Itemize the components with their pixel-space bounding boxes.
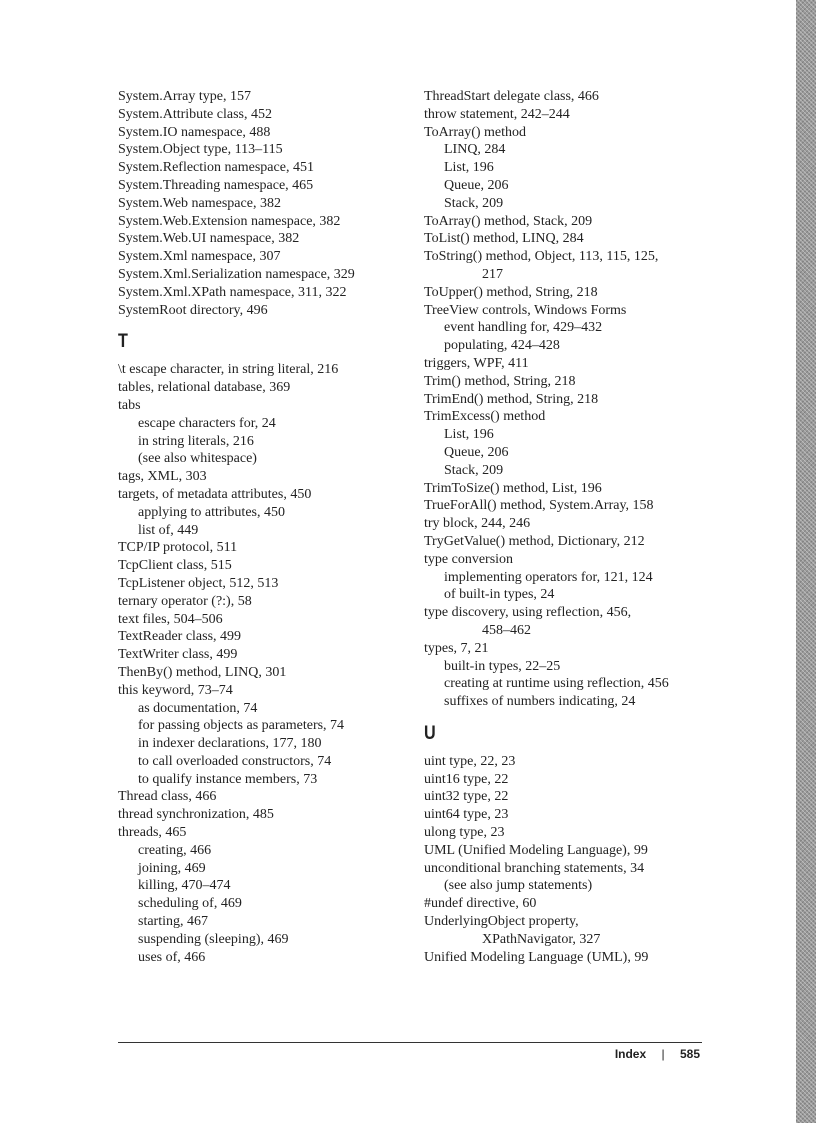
index-subentry: Stack, 209: [444, 195, 504, 211]
index-entry: uint16 type, 22: [424, 771, 509, 787]
index-entry: types, 7, 21: [424, 640, 489, 656]
index-entry: ternary operator (?:), 58: [118, 593, 252, 609]
index-subentry: (see also whitespace): [138, 451, 257, 467]
footer-section-label: Index: [614, 1047, 647, 1061]
index-entry: ToArray() method: [424, 124, 527, 140]
index-entry: SystemRoot directory, 496: [118, 302, 268, 318]
index-entry: targets, of metadata attributes, 450: [118, 486, 312, 502]
index-entry: System.Web namespace, 382: [118, 195, 281, 211]
index-subentry: built-in types, 22–25: [444, 658, 561, 674]
page-number: 585: [679, 1047, 700, 1061]
index-subentry: starting, 467: [138, 914, 208, 930]
index-entry: thread synchronization, 485: [118, 807, 274, 823]
index-entry: \t escape character, in string literal, 216: [118, 362, 339, 378]
index-entry: type discovery, using reflection, 456,: [424, 605, 632, 621]
index-entry: System.Xml.XPath namespace, 311, 322: [118, 284, 347, 300]
footer-rule: [118, 1042, 702, 1043]
index-entry: TextWriter class, 499: [118, 647, 238, 663]
index-column-right: [424, 88, 710, 966]
index-subentry: joining, 469: [138, 860, 206, 876]
index-entry: System.Xml.Serialization namespace, 329: [118, 266, 355, 282]
index-subentry: as documentation, 74: [138, 700, 258, 716]
index-entry: System.Web.Extension namespace, 382: [118, 213, 341, 229]
index-subentry: suffixes of numbers indicating, 24: [444, 694, 636, 710]
index-entry: TcpListener object, 512, 513: [118, 575, 279, 591]
index-entry: TrimToSize() method, List, 196: [424, 480, 602, 496]
index-subentry: for passing objects as parameters, 74: [138, 718, 345, 734]
index-entry: try block, 244, 246: [424, 516, 531, 532]
index-entry: type conversion: [424, 551, 514, 567]
index-subentry: applying to attributes, 450: [138, 504, 285, 520]
index-entry: ToUpper() method, String, 218: [424, 284, 598, 300]
index-entry: throw statement, 242–244: [424, 106, 570, 122]
index-entry: tabs: [118, 397, 141, 413]
index-subentry: Queue, 206: [444, 444, 509, 460]
page-footer: [615, 1047, 700, 1061]
index-entry: Thread class, 466: [118, 789, 217, 805]
index-subentry: to call overloaded constructors, 74: [138, 753, 332, 769]
index-subentry: uses of, 466: [138, 949, 206, 965]
footer-separator: |: [661, 1047, 665, 1061]
index-entry: TextReader class, 499: [118, 629, 242, 645]
index-subentry: of built-in types, 24: [444, 587, 555, 603]
index-entry: ulong type, 23: [424, 825, 505, 841]
index-entry: TryGetValue() method, Dictionary, 212: [424, 533, 645, 549]
index-entry-continuation: 458–462: [482, 622, 531, 638]
index-entry: this keyword, 73–74: [118, 682, 233, 698]
index-subentry: in indexer declarations, 177, 180: [138, 736, 322, 752]
index-entry: TCP/IP protocol, 511: [118, 540, 238, 556]
index-entry: TrimExcess() method: [424, 409, 546, 425]
index-entry: unconditional branching statements, 34: [424, 860, 645, 876]
index-entry: ToString() method, Object, 113, 115, 125,: [424, 249, 659, 265]
index-entry: UnderlyingObject property,: [424, 914, 579, 930]
index-entry: tags, XML, 303: [118, 469, 207, 485]
index-subentry: implementing operators for, 121, 124: [444, 569, 653, 585]
index-subentry: populating, 424–428: [444, 338, 560, 354]
index-subentry: list of, 449: [138, 522, 199, 538]
index-subentry: suspending (sleeping), 469: [138, 931, 289, 947]
index-entry: System.Reflection namespace, 451: [118, 160, 314, 176]
index-entry: TrimEnd() method, String, 218: [424, 391, 599, 407]
index-entry: System.Web.UI namespace, 382: [118, 231, 300, 247]
index-entry: threads, 465: [118, 825, 187, 841]
index-subentry: Queue, 206: [444, 177, 509, 193]
section-letter-heading: T: [118, 331, 128, 353]
index-subentry: escape characters for, 24: [138, 415, 276, 431]
index-column-left: [118, 88, 408, 966]
index-subentry: in string literals, 216: [138, 433, 254, 449]
index-entry: uint64 type, 23: [424, 807, 509, 823]
index-entry: ToArray() method, Stack, 209: [424, 213, 593, 229]
index-entry: triggers, WPF, 411: [424, 355, 529, 371]
index-subentry: to qualify instance members, 73: [138, 771, 318, 787]
index-entry: Trim() method, String, 218: [424, 373, 576, 389]
index-entry: tables, relational database, 369: [118, 380, 291, 396]
index-subentry: List, 196: [444, 160, 494, 176]
index-entry-continuation: 217: [482, 266, 503, 282]
index-subentry: event handling for, 429–432: [444, 320, 603, 336]
index-entry: ThreadStart delegate class, 466: [424, 89, 599, 104]
index-entry: System.Array type, 157: [118, 89, 251, 104]
index-subentry: LINQ, 284: [444, 142, 506, 158]
index-entry: TrueForAll() method, System.Array, 158: [424, 498, 654, 514]
index-entry-continuation: XPathNavigator, 327: [482, 931, 601, 947]
index-entry: System.Threading namespace, 465: [118, 177, 314, 193]
index-subentry: scheduling of, 469: [138, 896, 242, 912]
index-entry: System.Object type, 113–115: [118, 142, 283, 158]
index-subentry: creating at runtime using reflection, 456: [444, 676, 669, 692]
section-letter-heading: U: [424, 722, 436, 744]
index-entry: #undef directive, 60: [424, 896, 537, 912]
index-subentry: Stack, 209: [444, 462, 504, 478]
index-subentry: creating, 466: [138, 842, 212, 858]
index-entry: System.IO namespace, 488: [118, 124, 271, 140]
index-entry: Unified Modeling Language (UML), 99: [424, 949, 649, 965]
index-entry: uint type, 22, 23: [424, 753, 516, 769]
index-entry: TcpClient class, 515: [118, 558, 232, 574]
index-entry: System.Attribute class, 452: [118, 106, 272, 122]
index-entry: TreeView controls, Windows Forms: [424, 302, 627, 318]
index-entry: ToList() method, LINQ, 284: [424, 231, 584, 247]
index-subentry: (see also jump statements): [444, 878, 593, 894]
index-entry: ThenBy() method, LINQ, 301: [118, 664, 287, 680]
index-entry: text files, 504–506: [118, 611, 223, 627]
index-entry: uint32 type, 22: [424, 789, 509, 805]
page-edge-thumb-tab: [796, 0, 816, 1123]
index-entry: System.Xml namespace, 307: [118, 249, 281, 265]
index-subentry: killing, 470–474: [138, 878, 231, 894]
index-entry: UML (Unified Modeling Language), 99: [424, 842, 648, 858]
index-subentry: List, 196: [444, 427, 494, 443]
